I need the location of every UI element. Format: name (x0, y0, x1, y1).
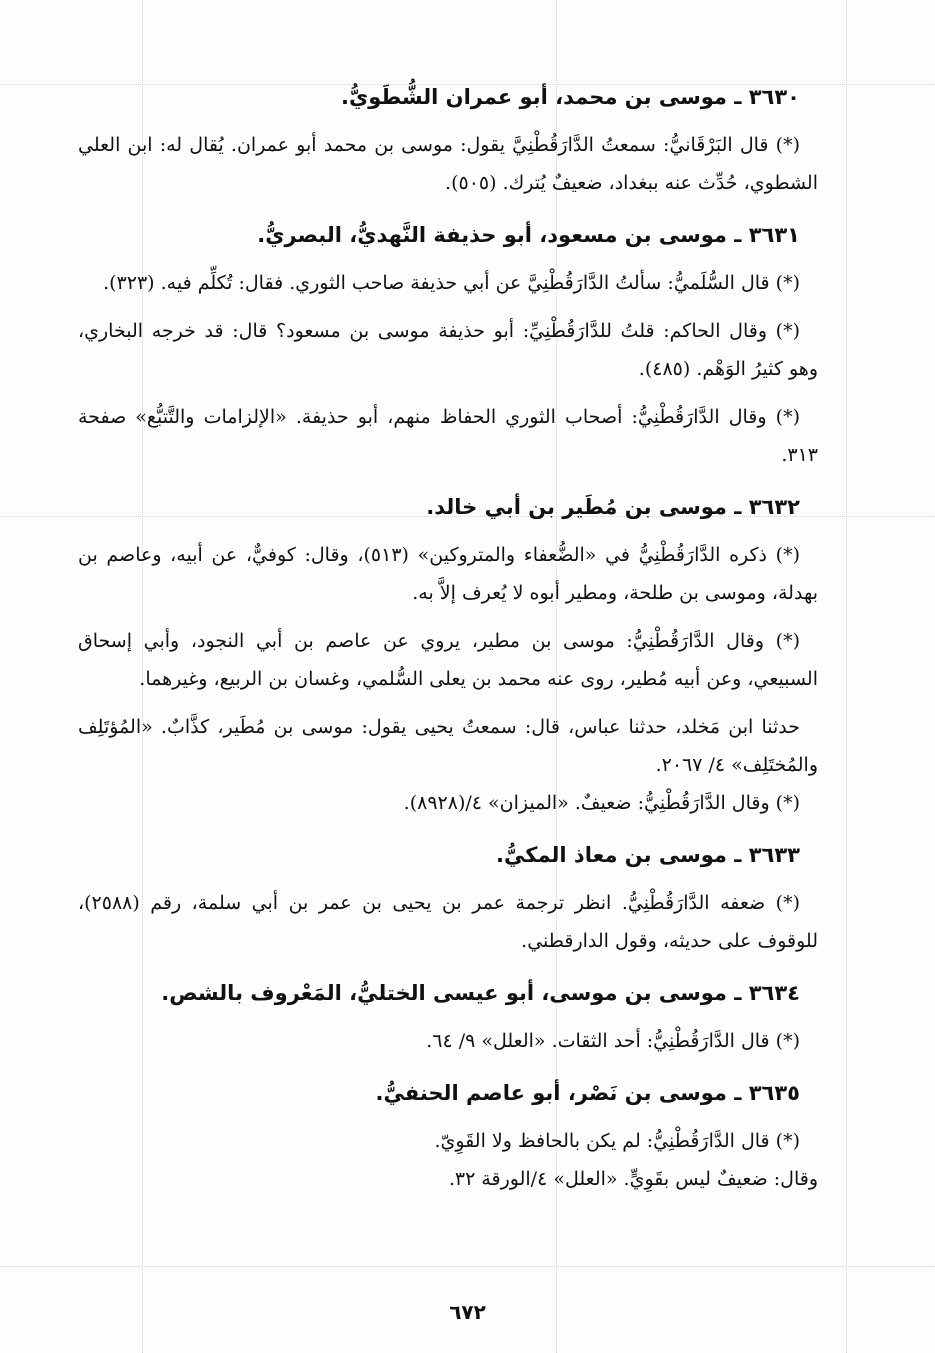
entry-paragraph: (*) قال البَرْقَانيُّ: سمعتُ الدَّارَقُطْنِيَّ يقول: موسى بن محمد أبو عمران. يُقال له: ابن العلي الشطوي، حُدِّث عنه ببغداد، ضعيفٌ يُترك. (٥٠٥). (78, 134, 818, 194)
entry-heading: ٣٦٣٢ ـ موسى بن مُطَير بن أبي خالد. (426, 495, 800, 519)
entry-paragraph: (*) قال الدَّارَقُطْنِيُّ: لم يكن بالحافظ ولا القَوِيّ. (434, 1130, 800, 1152)
entry-heading: ٣٦٣٠ ـ موسى بن محمد، أبو عمران الشُّطَويُّ. (341, 85, 800, 109)
entry (78, 1074, 818, 1198)
scan-guide (0, 1266, 935, 1267)
entry-paragraph: (*) ضعفه الدَّارَقُطْنِيُّ. انظر ترجمة عمر بن يحيى بن عمر بن أبي سلمة، رقم (٢٥٨٨)، للوقوف على حديثه، وقول الدارقطني. (78, 892, 818, 952)
entry-paragraph: (*) قال السُّلَميُّ: سألتُ الدَّارَقُطْنِيَّ عن أبي حذيفة صاحب الثوري. فقال: تُكلِّم فيه. (٣٢٣). (103, 272, 800, 294)
page-number: ٦٧٢ (449, 1300, 486, 1324)
entry-paragraph: وقال: ضعيفٌ ليس بقَوِيٍّ. «العلل» ٤/الورقة ٣٢. (448, 1168, 818, 1190)
entry (78, 216, 818, 474)
entry (78, 974, 818, 1060)
entry-paragraph: (*) وقال الدَّارَقُطْنِيُّ: ضعيفٌ. «الميزان» ٤/(٨٩٢٨). (403, 792, 800, 814)
entry-heading: ٣٦٣٥ ـ موسى بن نَصْر، أبو عاصم الحنفيُّ. (375, 1081, 800, 1105)
entry-heading: ٣٦٣٤ ـ موسى بن موسى، أبو عيسى الختليُّ، المَعْروف بالشص. (161, 981, 800, 1005)
entry-paragraph: (*) وقال الدَّارَقُطْنِيُّ: أصحاب الثوري الحفاظ منهم، أبو حذيفة. «الإلزامات والتَّتبُّع» صفحة ٣١٣. (78, 406, 818, 466)
entry (78, 78, 818, 202)
page-body (78, 78, 818, 1198)
entry (78, 488, 818, 822)
entry-paragraph: (*) قال الدَّارَقُطْنِيُّ: أحد الثقات. «العلل» ٩/ ٦٤. (426, 1030, 800, 1052)
entry-heading: ٣٦٣٣ ـ موسى بن معاذ المكيُّ. (496, 843, 800, 867)
entry-paragraph: (*) ذكره الدَّارَقُطْنِيُّ في «الضُّعفاء والمتروكين» (٥١٣)، وقال: كوفيٌّ، عن أبيه، وعاصم بن بهدلة، وموسى بن طلحة، ومطير أبوه لا يُعرف إلاَّ به. (78, 544, 818, 604)
entry-paragraph: (*) وقال الدَّارَقُطْنِيُّ: موسى بن مطير، يروي عن عاصم بن أبي النجود، وأبي إسحاق السبيعي، وعن أبيه مُطير، روى عنه محمد بن يعلى السُّلمي، وغسان بن الربيع، وغيرهما. (78, 630, 818, 690)
entry-paragraph: (*) وقال الحاكم: قلتُ للدَّارَقُطْنِيِّ: أبو حذيفة موسى بن مسعود؟ قال: قد خرجه البخاري، وهو كثيرُ الوَهْم. (٤٨٥). (78, 320, 818, 380)
entry-paragraph: حدثنا ابن مَخلد، حدثنا عباس، قال: سمعتُ يحيى يقول: موسى بن مُطَير، كذَّابٌ. «المُؤتَلِف والمُختَلِف» ٤/ ٢٠٦٧. (78, 716, 818, 776)
entry (78, 836, 818, 960)
entry-heading: ٣٦٣١ ـ موسى بن مسعود، أبو حذيفة النَّهديُّ، البصريُّ. (257, 223, 800, 247)
scan-guide (846, 0, 847, 1353)
